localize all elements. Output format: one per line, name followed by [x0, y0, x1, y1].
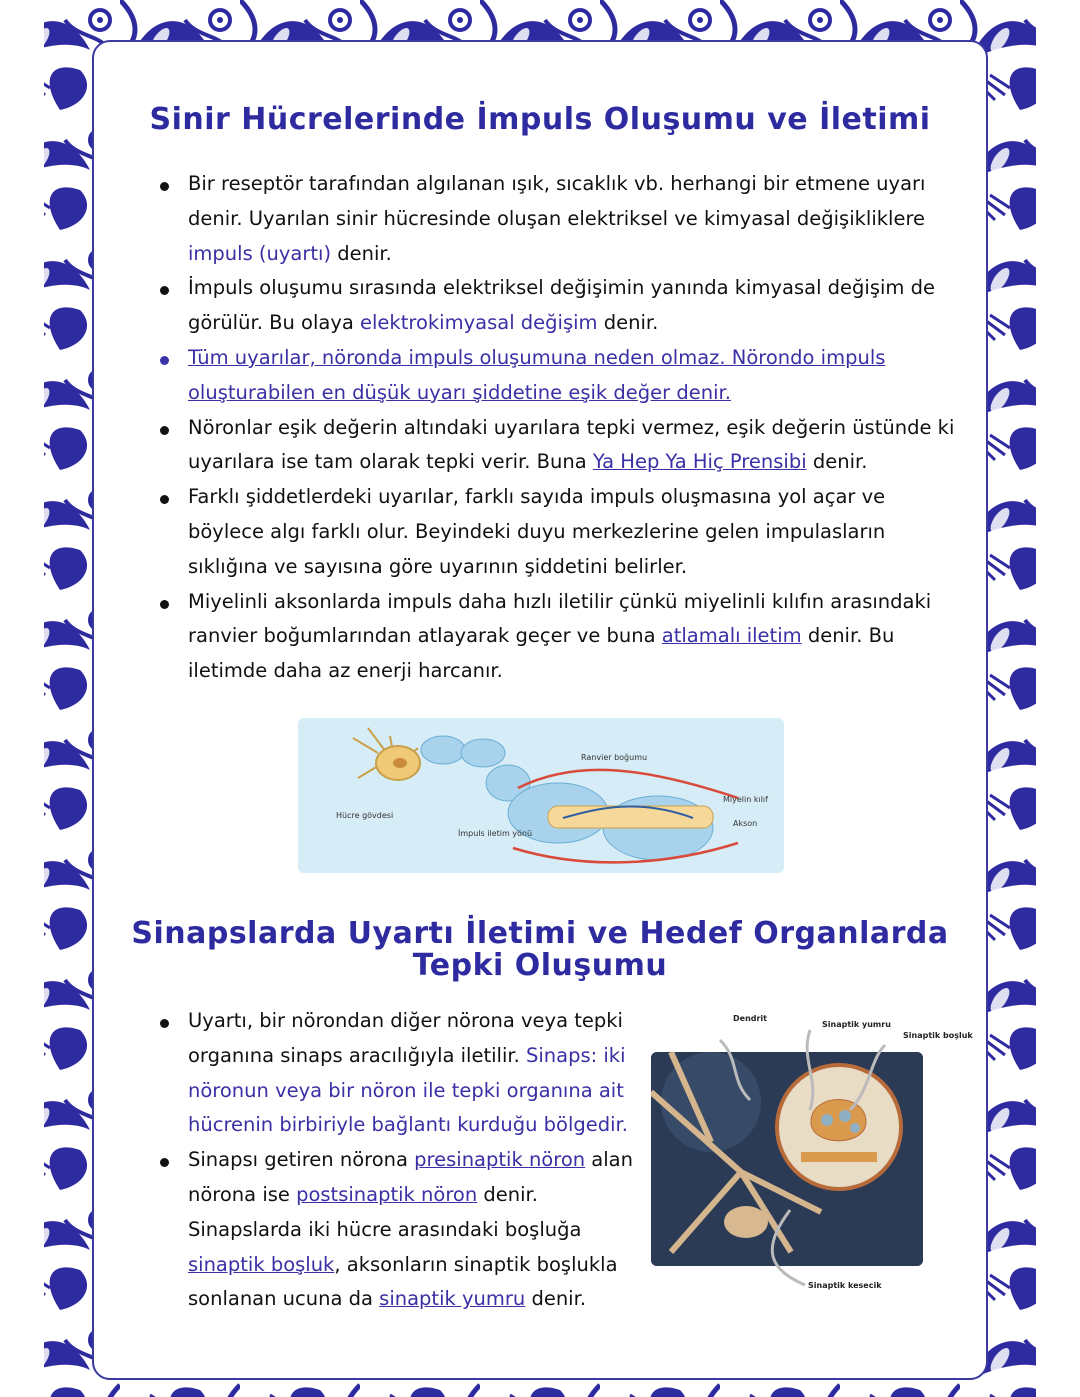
underlined-term: sinaptik yumru: [379, 1287, 526, 1311]
highlighted-term: Sinaps: iki nöronun veya bir nöron ile tepki organına ait hücrenin birbiriyle bağlantı kurduğu bölgedir.: [188, 1043, 628, 1137]
bullet-item: [160, 480, 960, 584]
section-title-impulse: Sinir Hücrelerinde İmpuls Oluşumu ve İletimi: [149, 102, 931, 137]
highlighted-term: elektrokimyasal değişim: [360, 311, 598, 335]
bullet-text: Uyartı, bir nörondan diğer nörona veya tepki organına sinaps aracılığıyla iletilir.: [188, 1009, 623, 1067]
label-dendrite: Dendrit: [733, 1014, 767, 1023]
bullet-text: denir.: [806, 450, 868, 474]
label-synaptic-cleft: Sinaptik boşluk: [903, 1031, 973, 1040]
bullet-item: [160, 411, 960, 481]
bullet-dot: [160, 1158, 169, 1167]
callout-arrows: [700, 1020, 940, 1300]
bullet-text: İmpuls oluşumu sırasında elektriksel değişimin yanında kimyasal değişim de görülür. Bu olaya: [188, 276, 935, 335]
synapse-bullet-list: [160, 1004, 640, 1317]
bullet-dot: [160, 1019, 169, 1028]
label-synaptic-knob: Sinaptik yumru: [822, 1020, 891, 1029]
bullet-item: [160, 341, 960, 411]
underlined-term: Ya Hep Ya Hiç Prensibi: [592, 450, 807, 474]
bullet-text: denir. Sinapslarda iki hücre arasındaki boşluğa: [188, 1182, 582, 1241]
neuron-impulse-diagram: [298, 718, 784, 873]
bullet-item: [160, 271, 960, 341]
underlined-term: Tüm uyarılar, nöronda impuls oluşumuna neden olmaz. Nörondo impuls oluşturabilen en düşük uyarı şiddetine eşik değer denir.: [188, 345, 886, 404]
myelin-sheath-shape: [421, 736, 713, 860]
neuron-impulse-figure: [298, 718, 784, 873]
underlined-term: atlamalı iletim: [661, 624, 802, 648]
bullet-text: denir.: [525, 1287, 587, 1311]
underlined-term: presinaptik nöron: [414, 1148, 586, 1172]
bullet-text: Nöronlar eşik değerin altındaki uyarılara tepki vermez, eşik değerin üstünde ki uyarılara ise tam olarak tepki verir. Buna: [188, 415, 955, 474]
bullet-dot: [160, 600, 169, 609]
highlighted-term: impuls (uyartı): [188, 241, 332, 265]
label-cell-body: Hücre gövdesi: [336, 811, 394, 820]
bullet-dot: [160, 426, 169, 435]
bullet-text: denir. Bu iletimde daha az enerji harcanır.: [188, 624, 895, 683]
bullet-text: Bir reseptör tarafından algılanan ışık, sıcaklık vb. herhangi bir etmene uyarı denir. Uyarılan sinir hücresinde oluşan elektriksel ve kimyasal değişikliklere: [188, 172, 926, 230]
bullet-text: denir.: [331, 241, 392, 265]
bullet-text: Farklı şiddetlerdeki uyarılar, farklı sayıda impuls oluşmasına yol açar ve böylece algı farklı olur. Beyindeki duyu merkezlerine gelen impulasların sıklığına ve sayısına göre uyarının şiddetini belirler.: [188, 485, 886, 578]
underlined-term: sinaptik boşluk: [188, 1252, 335, 1276]
impulse-bullet-list: [160, 167, 960, 689]
bullet-dot: [160, 182, 169, 191]
section-title-synapse: Sinapslarda Uyartı İletimi ve Hedef Organlarda Tepki Oluşumu: [131, 916, 949, 983]
bullet-item: [160, 1143, 640, 1317]
bullet-text: denir.: [597, 311, 659, 335]
label-synaptic-vesicle: Sinaptik kesecik: [808, 1281, 882, 1290]
label-axon: Akson: [733, 819, 758, 828]
bullet-item: [160, 167, 960, 271]
cell-body-shape: [353, 728, 420, 780]
bullet-text: alan nörona ise: [188, 1148, 633, 1206]
bullet-item: [160, 585, 960, 689]
bullet-text: , aksonların sinaptik boşlukla sonlanan ucuna da: [188, 1252, 618, 1311]
bullet-dot: [160, 495, 169, 504]
bullet-item: [160, 1004, 640, 1143]
label-myelin: Miyelin kılıf: [723, 795, 768, 804]
bullet-dot: [160, 356, 169, 365]
bullet-text: Miyelinli aksonlarda impuls daha hızlı iletilir çünkü miyelinli kılıfın arasındaki ranvier boğumlarından atlayarak geçer ve buna: [188, 589, 932, 648]
bullet-text: Sinapsı getiren nörona: [188, 1148, 415, 1172]
bullet-dot: [160, 286, 169, 295]
underlined-term: postsinaptik nöron: [296, 1182, 478, 1206]
label-direction: İmpuls iletim yönü: [458, 829, 533, 838]
label-ranvier: Ranvier boğumu: [581, 753, 648, 762]
